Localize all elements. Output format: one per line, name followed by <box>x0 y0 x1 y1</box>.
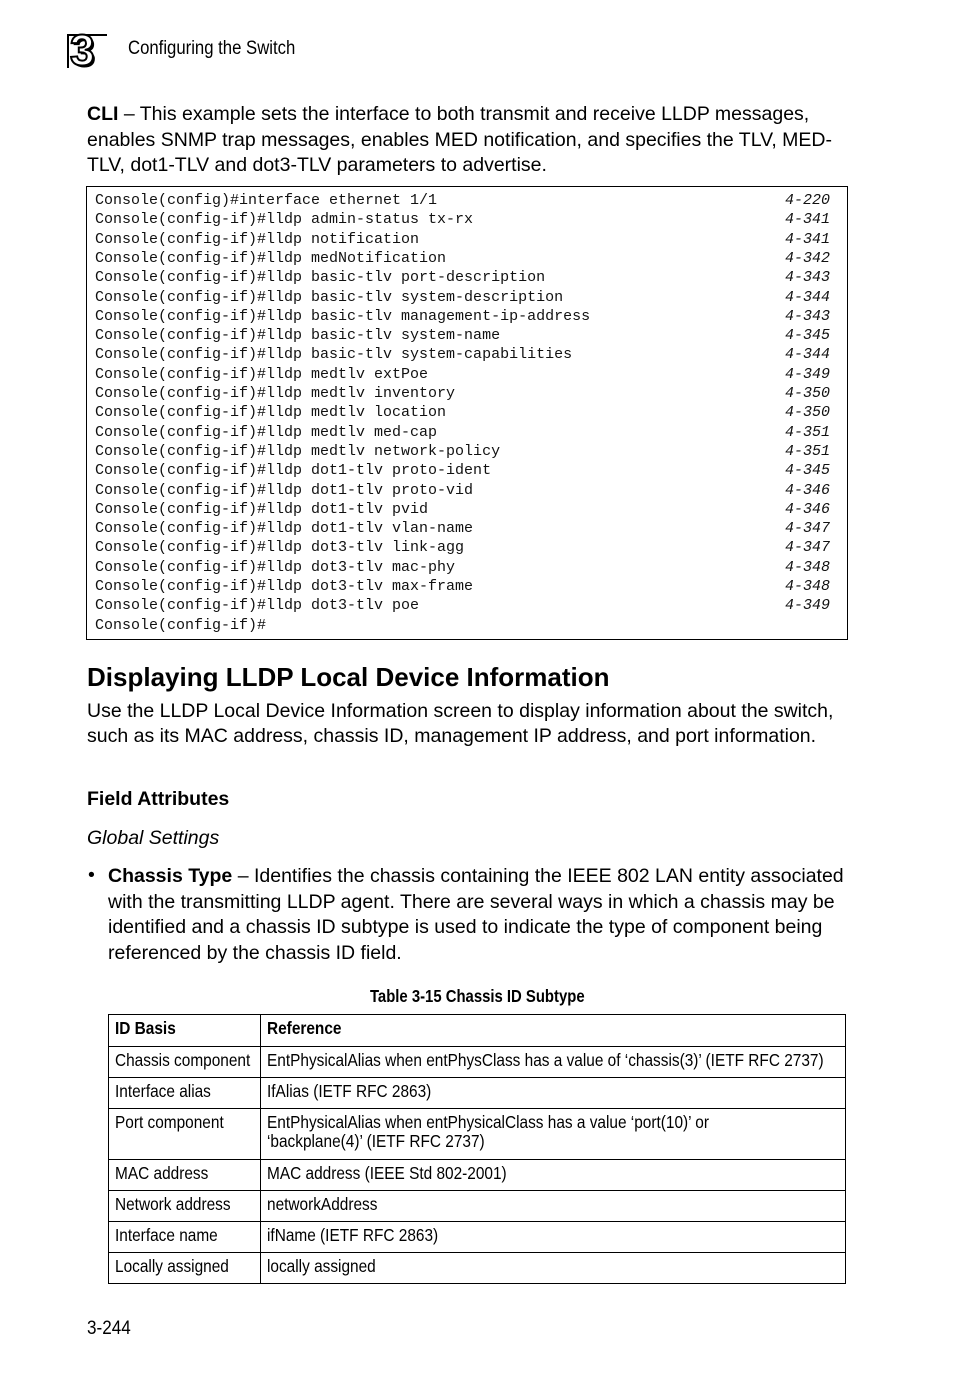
code-command: Console(config-if)#lldp admin-status tx-rx <box>95 211 474 229</box>
section-heading: Displaying LLDP Local Device Information <box>87 662 610 692</box>
code-command: Console(config-if)#lldp basic-tlv system-name <box>95 327 501 345</box>
table-header-cell: Reference <box>261 1015 846 1047</box>
code-page-ref: 4-350 <box>784 404 830 422</box>
chassis-id-subtype-table <box>108 1014 846 1284</box>
bullet-icon: • <box>88 864 95 886</box>
table-row <box>109 1191 846 1222</box>
code-page-ref: 4-351 <box>784 442 830 460</box>
running-header: Configuring the Switch <box>128 38 296 59</box>
chapter-number: 3 <box>70 26 94 75</box>
code-page-ref: 4-350 <box>784 385 830 402</box>
cli-intro-paragraph <box>87 102 857 179</box>
table-cell: networkAddress <box>261 1191 846 1222</box>
code-command: Console(config-if)#lldp basic-tlv port-description <box>95 269 546 287</box>
section-paragraph: Use the LLDP Local Device Information screen to display information about the switch, such as its MAC address, chassis ID, management IP address, and port information. <box>87 700 834 747</box>
code-command: Console(config-if)#lldp medtlv inventory <box>95 385 456 402</box>
code-command: Console(config)#interface ethernet 1/1 <box>95 192 438 209</box>
table-row <box>109 1222 846 1253</box>
code-page-ref: 4-349 <box>784 597 830 615</box>
table-cell: IfAlias (IETF RFC 2863) <box>261 1078 846 1109</box>
table-cell: Chassis component <box>109 1047 261 1078</box>
code-command: Console(config-if)#lldp dot1-tlv proto-ident <box>95 462 492 480</box>
code-page-ref: 4-345 <box>784 327 830 345</box>
code-command: Console(config-if)#lldp dot1-tlv vlan-name <box>95 520 474 538</box>
code-page-ref: 4-341 <box>784 230 830 248</box>
code-command: Console(config-if)#lldp medNotification <box>95 249 447 267</box>
code-command: Console(config-if)#lldp basic-tlv system-description <box>95 288 564 306</box>
bullet-description: – Identifies the chassis containing the IEEE 802 LAN entity associated with the transmitting LLDP agent. There are several ways in which a chassis may be identified and a chassis ID subtype is used to indicate the type of component being referenced by the chassis ID field. <box>108 865 844 964</box>
code-command: Console(config-if)#lldp dot3-tlv link-agg <box>95 539 465 557</box>
code-page-ref: 4-346 <box>784 481 830 499</box>
code-page-ref: 4-346 <box>784 500 830 518</box>
table-caption <box>0 986 954 1007</box>
table-row <box>109 1047 846 1078</box>
table-cell: EntPhysicalAlias when entPhysicalClass has a value ‘port(10)’ or ‘backplane(4)’ (IETF RFC 2737) <box>261 1109 846 1160</box>
code-command: Console(config-if)#lldp basic-tlv management-ip-address <box>95 307 591 325</box>
table-cell: Interface alias <box>109 1078 261 1109</box>
table-cell: MAC address (IEEE Std 802-2001) <box>261 1160 846 1191</box>
table-row <box>109 1078 846 1109</box>
code-page-ref: 4-343 <box>784 269 830 287</box>
table-header-row <box>109 1015 846 1047</box>
code-command: Console(config-if)#lldp notification <box>95 230 420 248</box>
code-command: Console(config-if)# <box>95 616 267 634</box>
code-command: Console(config-if)#lldp dot1-tlv pvid <box>95 500 429 518</box>
cli-label: CLI <box>87 103 119 125</box>
code-page-ref: 4-348 <box>784 558 830 576</box>
field-attributes-heading: Field Attributes <box>87 788 230 810</box>
table-cell: EntPhysicalAlias when entPhysClass has a value of ‘chassis(3)’ (IETF RFC 2737) <box>261 1047 846 1078</box>
code-page-ref: 4-351 <box>784 423 830 441</box>
code-command: Console(config-if)#lldp medtlv extPoe <box>95 365 429 383</box>
code-page-ref: 4-349 <box>784 365 830 383</box>
table-header-cell: ID Basis <box>109 1015 261 1047</box>
bullet-item <box>108 864 858 966</box>
code-page-ref: 4-344 <box>784 288 830 306</box>
table-cell: Locally assigned <box>109 1253 261 1284</box>
table-cell: Network address <box>109 1191 261 1222</box>
code-command: Console(config-if)#lldp dot3-tlv max-frame <box>95 578 474 595</box>
table-cell: MAC address <box>109 1160 261 1191</box>
code-example <box>86 186 848 640</box>
code-command: Console(config-if)#lldp medtlv location <box>95 404 447 422</box>
code-command: Console(config-if)#lldp basic-tlv system-capabilities <box>95 346 573 364</box>
code-command: Console(config-if)#lldp dot3-tlv mac-phy <box>95 558 456 576</box>
table-row <box>109 1160 846 1191</box>
code-page-ref: 4-347 <box>784 539 830 557</box>
code-command: Console(config-if)#lldp dot3-tlv poe <box>95 597 420 615</box>
code-page-ref: 4-348 <box>784 578 830 595</box>
code-page-ref: 4-341 <box>784 211 830 229</box>
code-page-ref: 4-220 <box>784 192 830 209</box>
code-page-ref: 4-347 <box>784 520 830 538</box>
table-cell: Interface name <box>109 1222 261 1253</box>
code-command: Console(config-if)#lldp medtlv med-cap <box>95 423 438 441</box>
bullet-term: Chassis Type <box>108 865 233 887</box>
code-page-ref: 4-342 <box>784 249 830 267</box>
table-row <box>109 1253 846 1284</box>
code-page-ref: 4-344 <box>784 346 830 364</box>
table-cell: locally assigned <box>261 1253 846 1284</box>
table-cell: ifName (IETF RFC 2863) <box>261 1222 846 1253</box>
code-command: Console(config-if)#lldp medtlv network-policy <box>95 442 501 460</box>
table-row <box>109 1109 846 1160</box>
table-cell: Port component <box>109 1109 261 1160</box>
code-page-ref: 4-345 <box>784 462 830 480</box>
cli-intro-text: – This example sets the interface to both transmit and receive LLDP messages, enables SNMP trap messages, enables MED notification, and specifies the TLV, MED-TLV, dot1-TLV and dot3-TLV parameters to advertise. <box>87 103 832 176</box>
code-command: Console(config-if)#lldp dot1-tlv proto-vid <box>95 481 474 499</box>
page-number: 3-244 <box>87 1318 131 1339</box>
global-settings-subheading: Global Settings <box>87 827 220 849</box>
table-caption-text: Table 3-15 Chassis ID Subtype <box>369 986 585 1006</box>
code-page-ref: 4-343 <box>784 307 830 325</box>
